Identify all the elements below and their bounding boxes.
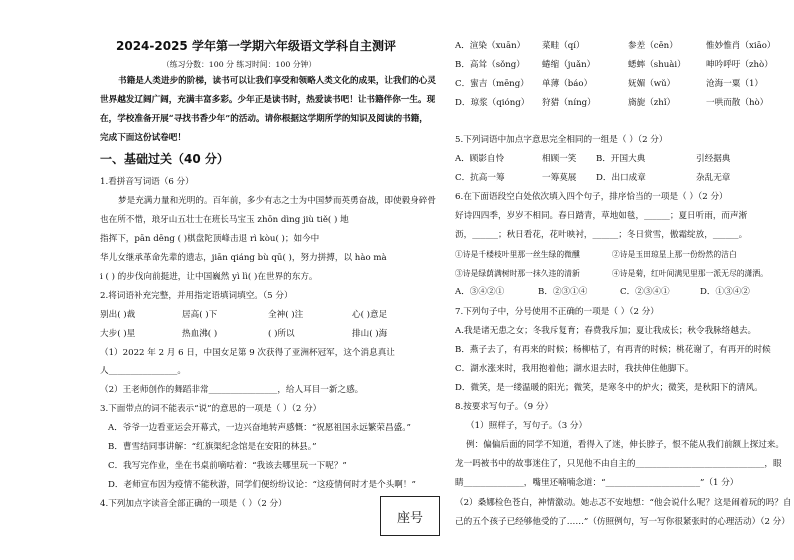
q4-title: 4.下列加点字读音全部正确的一项是（ ）（2 分）: [100, 499, 287, 509]
q2-word: 心( )意足: [352, 310, 388, 320]
q4-option: 妩媚（wǔ）: [628, 79, 676, 89]
q2-sub-2: （2）王老师创作的舞蹈非常________________，给人耳目一新之感。: [100, 385, 364, 395]
q6-choice: A．③④②①: [455, 287, 505, 297]
q6-item: ②诗是玉田琼星上那一份纷然的洁白: [612, 250, 737, 259]
q1-title: 1.看拼音写词语（6 分）: [100, 177, 194, 187]
q4-option: 蜷缩（juǎn）: [542, 60, 596, 70]
q4-option: 单薄（báo）: [542, 79, 593, 89]
q2-word: 别出( )裁: [100, 310, 136, 320]
q2-word: ( )所以: [268, 329, 295, 339]
q6-choice: D．①③④②: [700, 287, 750, 297]
q4-option: 旖旎（zhǐ）: [628, 98, 676, 108]
q8-example-1: 例：偏偏后面的同学不知道，看得入了迷，伸长脖子，恨不能从我们前额上探过来。: [466, 440, 784, 450]
q4-option: C．蜜吉（mēng）: [455, 79, 529, 89]
q6-item: ③诗是绿荫满树时那一抹久违的清新: [455, 269, 580, 278]
q4-option: 惟妙惟肖（xiāo）: [706, 41, 776, 51]
q3-option-b: B．曹雪结同事讲解：“红旗渠纪念馆是在安阳的林县。”: [108, 442, 317, 452]
q5-option: B．开国大典: [596, 154, 646, 164]
seat-number-box: 座号: [380, 496, 440, 536]
q6-item: ①诗是千楼枝叶里那一丝生绿的微醺: [455, 250, 580, 259]
intro-line-2: 世界越发辽阔广阔，充满丰富多彩。少年正是读书时，热爱读书吧！让书籍伴你一生。现: [100, 95, 436, 105]
q1-line-2: 也在所不惜，琅牙山五壮士在班长马宝玉 zhōn dìng jiù tiě( ) 地: [100, 215, 349, 225]
q5-option: 一筹莫展: [542, 173, 577, 183]
intro-line-1: 书籍是人类进步的阶梯，读书可以让我们享受和领略人类文化的成果，让我们的心灵: [118, 76, 436, 86]
q3-option-a: A．爷爷一边看亚运会开幕式，一边兴奋地转声感慨：“祝愿祖国永远繁荣昌盛。”: [108, 423, 411, 433]
q2-sub-1: （1）2022 年 2 月 6 日，中国女足第 9 次获得了亚洲杯冠军，这个消息真让: [100, 348, 395, 358]
q5-option: C．抗高一筹: [455, 173, 505, 183]
intro-line-3: 在，学校准备开展“寻找书香少年”的活动。请你根据这学期所学的知识及阅读的书籍，: [100, 114, 428, 124]
q1-line-1: 梦是充满力量和光明的。百年前，多少有志之士为中国梦而英勇奋战，即使毅身碎骨: [118, 196, 436, 206]
q4-option: 呻吟呼吁（zhò）: [706, 60, 773, 70]
q8-sub-2-line-1: （2）桑娜检色苍白，神情激动。她忐忑不安地想：“他会说什么呢？这是闹着玩的吗？自: [455, 498, 792, 508]
q8-sub-1: （1）照样子，写句子。（3 分）: [466, 421, 588, 431]
q6-line-2: 沥，______；秋日看花，花叶映衬，______；冬日赏雪，傲霜绽放，______。: [455, 230, 748, 240]
q8-sub-2-line-2: 己的五个孩子已经够他受的了……”（仿照例句，写一写你很紧张时的心理活动）（2 分）: [455, 517, 790, 527]
q3-title: 3.下面带点的词不能表示“说”的意思的一项是（ ）（2 分）: [100, 404, 322, 414]
page-title: 2024-2025 学年第一学期六年级语文学科自主测评: [116, 39, 396, 53]
q7-title: 7.下列句子中，分号使用不正确的一项是（ ）（2 分）: [455, 307, 659, 317]
q7-option-b: B．燕子去了，有再来的时候；杨柳枯了，有再青的时候；桃花谢了，有再开的时候: [455, 345, 771, 355]
q1-line-3: 指挥下，pān dēng ( )棋盘陀顶峰击退 rì kòu( )；如今中: [100, 234, 320, 244]
q8-example-2: 龙一吗被书中的故事迷住了，只见他不由自主的______________________________，眼: [455, 459, 782, 469]
q6-line-1: 好诗四四季，岁岁不相同。春日踏青，草地如毯，______；夏日听雨，而声淅: [455, 211, 748, 221]
q6-title: 6.在下面语段空白处依次填入四个句子，排序恰当的一项是（ ）（2 分）: [455, 192, 728, 202]
q2-word: 居高( )下: [182, 310, 218, 320]
q4-option: B．高耸（sǒng）: [455, 60, 525, 70]
q5-option: 相顾一笑: [542, 154, 577, 164]
q5-option: 杂乱无章: [696, 173, 731, 183]
q1-line-4: 华儿女继承革命先辈的遗志，jiān qiáng bù qū( )，努力拼搏，以 hào mà: [100, 253, 387, 263]
q4-option: 狩猎（níng）: [542, 98, 596, 108]
q7-option-a: A.我是诸无患之女；冬我斥复育；春费我斥加；夏让我成长；秋令我脉络越去。: [455, 326, 757, 336]
q4-option: 沧海一粟（1）: [706, 79, 764, 89]
q7-option-c: C．湖水涨来时，我用抱着他；湖水退去时，我扶伸住他脚下。: [455, 364, 694, 374]
q2-word: 排山( )海: [352, 329, 388, 339]
q3-option-d: D．老师宣布因为疫情不能秋游，同学们便纷纷议论：“这疫情何时才是个头啊！”: [108, 480, 416, 490]
q8-example-3: 睛______________，嘴里还喃喃念道：“______________________”（1 分）: [455, 478, 739, 488]
q8-title: 8.按要求写句子。（9 分）: [455, 402, 554, 412]
q5-option: 引经据典: [696, 154, 731, 164]
q6-choice: C．②③④①: [620, 287, 670, 297]
q4-option: 菜畦（qí）: [542, 41, 585, 51]
exam-info: （练习分数：100 分 练习时间：100 分钟）: [162, 60, 317, 69]
q5-title: 5.下列词语中加点字意思完全相同的一组是（ ）（2 分）: [455, 135, 668, 145]
intro-line-4: 完成下面这份试卷吧！: [100, 133, 186, 143]
q5-option: A．顾影自怜: [455, 154, 505, 164]
section-1-heading: 一、基础过关（40 分）: [100, 152, 229, 166]
q2-title: 2.将词语补充完整，并用指定语填词填空。（5 分）: [100, 291, 293, 301]
q4-option: 参差（cēn）: [628, 41, 678, 51]
q4-option: D．琼浆（qióng）: [455, 98, 530, 108]
q2-word: 热血沸( ): [182, 329, 218, 339]
q3-option-c: C．我写完作业，坐在书桌前嘀咕着：“我该去哪里玩一下呢？”: [108, 461, 347, 471]
q5-option: D．出口成章: [596, 173, 646, 183]
q2-sub-1-cont: 人________________。: [100, 366, 186, 376]
q1-line-5: i ( ) 的步伐向前挺进，让中国巍然 yì lì( )在世界的东方。: [100, 272, 318, 282]
q4-option: 一哄而散（hò）: [706, 98, 769, 108]
q6-item: ④诗是菊，红叶间满见里那一派无尽的潇洒。: [612, 269, 768, 278]
q7-option-d: D．微笑，是一缕温暖的阳光；微笑，是寒冬中的炉火；微笑，是秋阳下的清风。: [455, 383, 763, 393]
q4-option: A．渲染（xuān）: [455, 41, 526, 51]
q2-word: 大步( )星: [100, 329, 136, 339]
q4-option: 蟋蟀（shuài）: [628, 60, 686, 70]
q2-word: 全神( )注: [268, 310, 304, 320]
q6-choice: B．②③①④: [538, 287, 588, 297]
